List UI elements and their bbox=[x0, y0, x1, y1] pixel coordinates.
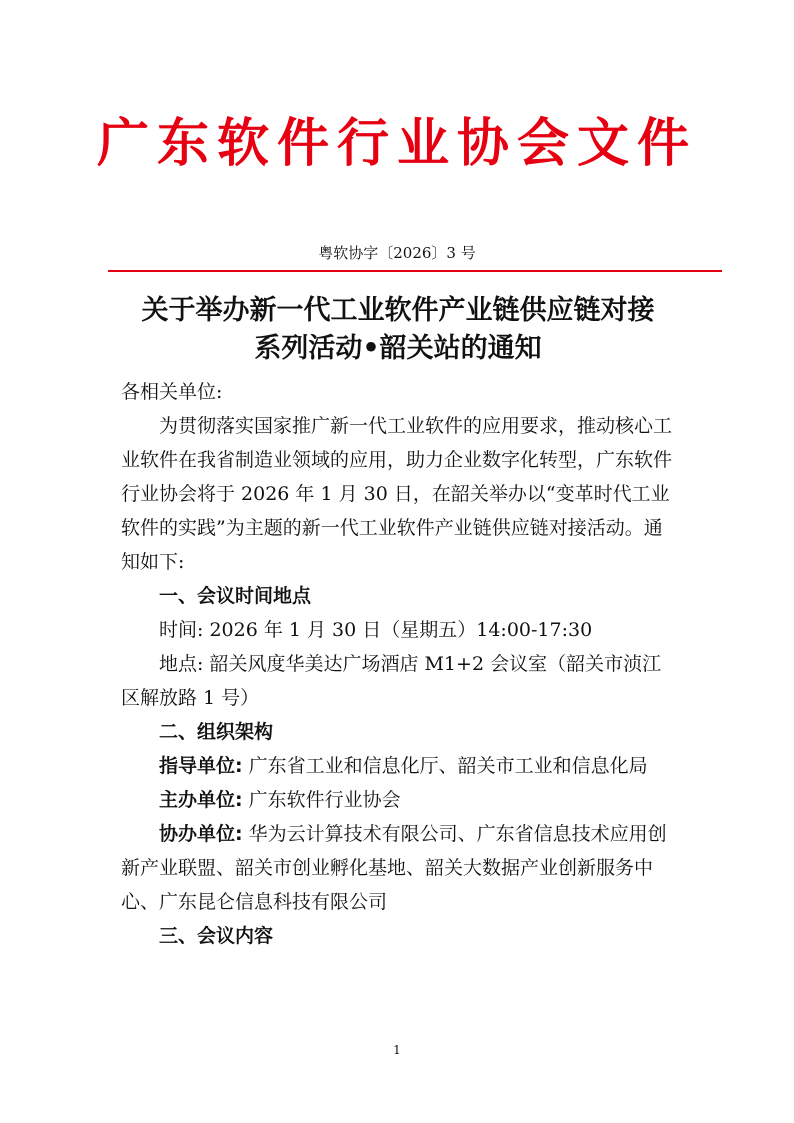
salutation: 各相关单位: bbox=[121, 381, 223, 403]
section-heading-content: 三、会议内容 bbox=[159, 925, 274, 947]
document-header-title: 广东软件行业协会文件 bbox=[96, 113, 697, 174]
meeting-location: 地点: 韶关风度华美达广场酒店 M1+2 会议室（韶关市浈江区解放路 1 号） bbox=[121, 653, 662, 709]
document-number: 粤软协字〔2026〕3 号 bbox=[318, 244, 476, 262]
notice-title-line1: 关于举办新一代工业软件产业链供应链对接 bbox=[141, 295, 655, 326]
meeting-time: 时间: 2026 年 1 月 30 日（星期五）14:00-17:30 bbox=[159, 619, 593, 641]
section-heading-organization: 二、组织架构 bbox=[159, 721, 274, 743]
document-body bbox=[121, 375, 675, 953]
host-unit bbox=[121, 783, 675, 817]
co-organizer-label: 协办单位: bbox=[159, 823, 243, 845]
guide-unit-value: 广东省工业和信息化厅、韶关市工业和信息化局 bbox=[242, 755, 648, 777]
section-heading-time-location: 一、会议时间地点 bbox=[159, 585, 312, 607]
red-divider-line bbox=[108, 270, 722, 272]
co-organizer-value: 华为云计算技术有限公司、广东省信息技术应用创新产业联盟、韶关市创业孵化基地、韶关大数据产业创新服务中心、广东昆仑信息科技有限公司 bbox=[121, 823, 667, 913]
co-organizer-unit bbox=[121, 817, 675, 919]
page-number: 1 bbox=[393, 1043, 401, 1057]
guide-unit bbox=[121, 749, 675, 783]
notice-title-line2: 系列活动•韶关站的通知 bbox=[254, 333, 542, 364]
notice-title bbox=[108, 292, 688, 368]
host-unit-label: 主办单位: bbox=[159, 789, 243, 811]
intro-paragraph: 为贯彻落实国家推广新一代工业软件的应用要求，推动核心工业软件在我省制造业领域的应用，助力企业数字化转型，广东软件行业协会将于 2026 年 1 月 30 日，在韶关举办以“变革时代工业软件的实践”为主题的新一代工业软件产业链供应链对接活动。通知如下: bbox=[121, 415, 673, 573]
guide-unit-label: 指导单位: bbox=[159, 755, 243, 777]
host-unit-value: 广东软件行业协会 bbox=[242, 789, 401, 811]
